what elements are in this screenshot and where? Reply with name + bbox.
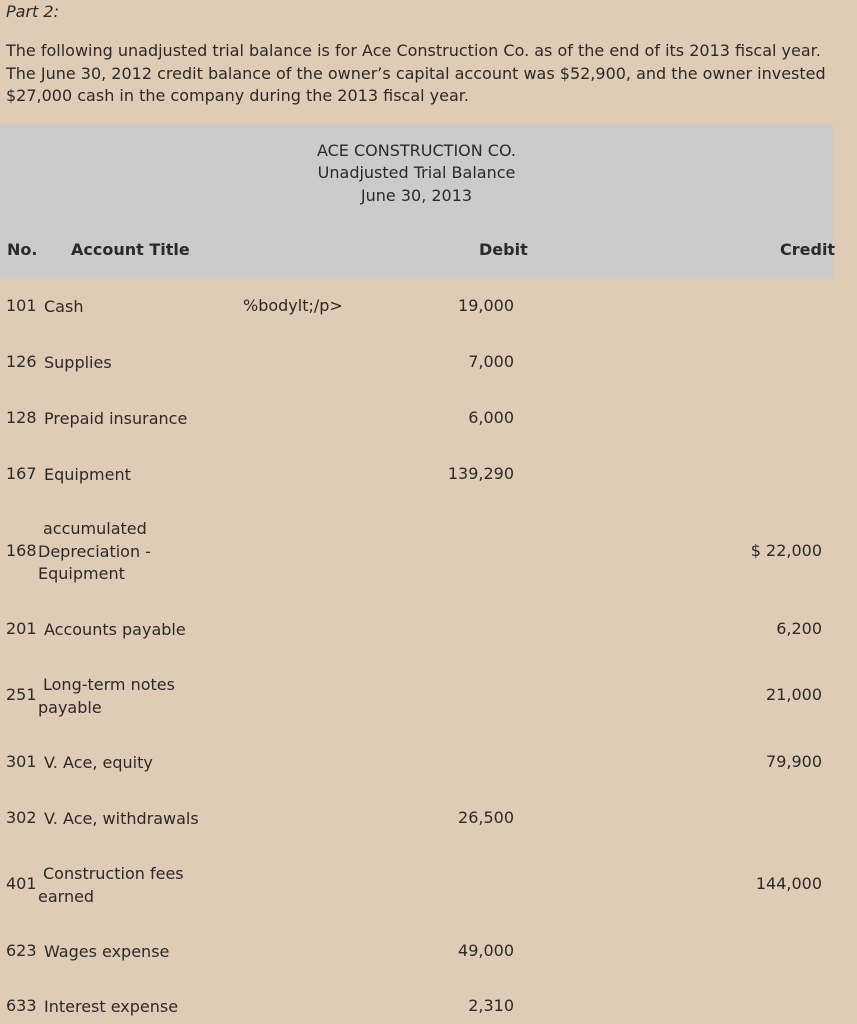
- account-title: V. Ace, equity: [44, 753, 153, 772]
- credit-amount: 144,000: [755, 874, 822, 893]
- report-date: June 30, 2013: [360, 186, 473, 205]
- debit-amount: 19,000: [458, 296, 514, 315]
- account-title-line: accumulated: [43, 519, 147, 538]
- credit-amount: 79,900: [766, 752, 822, 771]
- account-number: 251: [6, 685, 37, 704]
- account-number: 101: [6, 296, 37, 315]
- account-title-line: Depreciation -: [38, 541, 151, 561]
- account-title: Accounts payable: [44, 620, 186, 639]
- intro-text: The following unadjusted trial balance is for Ace Construction Co. as of the end of its 2013 fiscal year. The June 30, 2012 credit balance of the owner’s capital account was $52,900, and the owner invested $27,000 cash in the company during the 2013 fiscal year.: [6, 41, 826, 105]
- debit-amount: 7,000: [468, 352, 514, 371]
- account-number: 623: [6, 941, 37, 960]
- stray-text: %bodylt;/p>: [243, 296, 343, 315]
- account-number: 128: [6, 408, 37, 427]
- credit-amount: 21,000: [766, 685, 822, 704]
- account-number: 302: [6, 808, 37, 827]
- account-title: V. Ace, withdrawals: [44, 809, 199, 828]
- account-number: 201: [6, 619, 37, 638]
- account-title: Prepaid insurance: [44, 409, 188, 428]
- account-title-line: Long-term notes: [43, 675, 175, 694]
- report-title: Unadjusted Trial Balance: [317, 163, 516, 182]
- account-title: [38, 518, 151, 586]
- debit-amount: 139,290: [447, 464, 514, 483]
- column-header-debit: Debit: [479, 240, 528, 259]
- account-title-line: Construction fees: [43, 864, 184, 883]
- debit-amount: 6,000: [468, 408, 514, 427]
- column-header-account-title: Account Title: [71, 240, 190, 259]
- account-number: 167: [6, 464, 37, 483]
- account-title-line: earned: [38, 886, 95, 906]
- account-number: 168: [6, 541, 37, 560]
- column-header-credit: Credit: [780, 240, 836, 259]
- account-title: Interest expense: [44, 997, 179, 1016]
- account-title: Equipment: [44, 465, 131, 484]
- trial-balance-header: [0, 124, 836, 279]
- account-title: Cash: [44, 297, 84, 316]
- part-heading: Part 2:: [6, 2, 59, 21]
- account-title: Supplies: [44, 353, 112, 372]
- account-number: 633: [6, 996, 37, 1015]
- account-number: 401: [6, 874, 37, 893]
- company-name: ACE CONSTRUCTION CO.: [316, 141, 517, 160]
- account-title-line: payable: [38, 697, 102, 717]
- credit-amount: $ 22,000: [750, 541, 822, 560]
- debit-amount: 49,000: [458, 941, 514, 960]
- problem-intro: [6, 40, 851, 108]
- account-number: 301: [6, 752, 37, 771]
- account-number: 126: [6, 352, 37, 371]
- account-title: [38, 863, 184, 908]
- account-title: [38, 674, 175, 719]
- debit-amount: 26,500: [458, 808, 514, 827]
- column-header-no: No.: [7, 240, 38, 259]
- credit-amount: 6,200: [776, 619, 822, 638]
- debit-amount: 2,310: [468, 996, 514, 1015]
- account-title-line: Equipment: [38, 564, 125, 583]
- account-title: Wages expense: [44, 942, 170, 961]
